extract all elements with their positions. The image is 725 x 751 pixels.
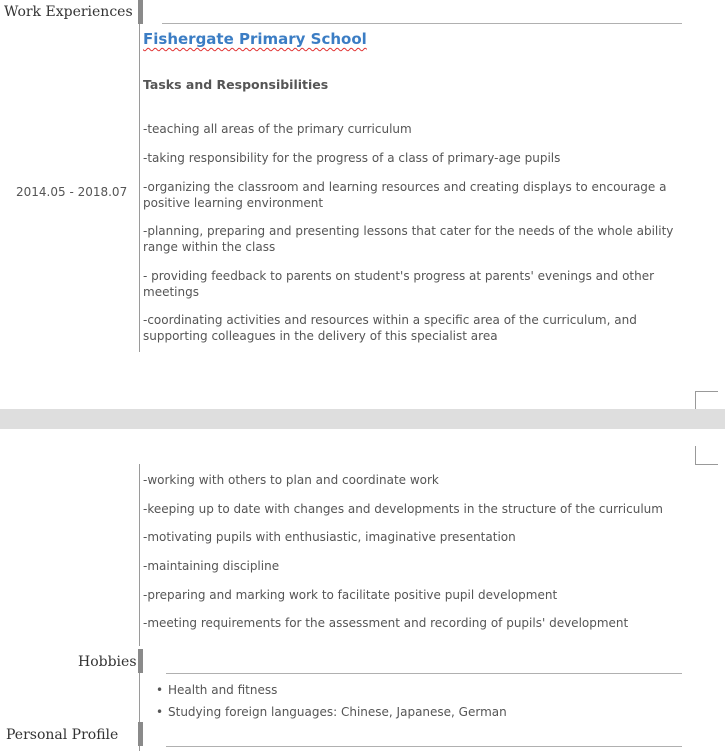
- task-item: -working with others to plan and coordinate work: [143, 473, 439, 487]
- task-item: -preparing and marking work to facilitate positive pupil development: [143, 588, 558, 602]
- section-divider: [166, 673, 682, 674]
- timeline-line: [139, 464, 140, 646]
- section-divider: [166, 746, 682, 747]
- page-corner-mark: [695, 446, 718, 465]
- task-item: -meeting requirements for the assessment and recording of pupils' development: [143, 616, 629, 630]
- timeline-line: [139, 673, 140, 725]
- task-item: -teaching all areas of the primary curriculum: [143, 122, 412, 136]
- timeline-line: [139, 746, 140, 751]
- hobbies-list: [144, 683, 507, 727]
- bullet-icon: •: [156, 683, 164, 697]
- personal-profile-title: Personal Profile: [6, 727, 119, 743]
- page-corner-mark: [695, 391, 718, 410]
- page-break: [0, 409, 725, 429]
- section-marker: [138, 649, 143, 673]
- section-marker: [138, 722, 143, 746]
- tasks-heading: Tasks and Responsibilities: [143, 77, 329, 92]
- list-item: • Studying foreign languages: Chinese, Japanese, German: [156, 705, 507, 719]
- employment-dates: 2014.05 - 2018.07: [16, 185, 128, 199]
- hobbies-title: Hobbies: [78, 654, 137, 670]
- task-item: -planning, preparing and presenting lessons that cater for the needs of the whole ability range within the class: [143, 224, 674, 254]
- work-experiences-title: Work Experiences: [4, 4, 133, 20]
- timeline-line: [139, 24, 140, 352]
- section-marker: [138, 0, 143, 24]
- section-divider: [162, 23, 682, 24]
- task-item: -keeping up to date with changes and developments in the structure of the curriculum: [143, 502, 663, 516]
- task-item: -taking responsibility for the progress of a class of primary-age pupils: [143, 151, 561, 165]
- list-item: • Health and fitness: [156, 683, 278, 697]
- bullet-icon: •: [156, 705, 164, 719]
- task-item: -maintaining discipline: [143, 559, 280, 573]
- task-item: - providing feedback to parents on student's progress at parents' evenings and other meetings: [143, 269, 655, 299]
- task-item: -motivating pupils with enthusiastic, imaginative presentation: [143, 530, 516, 544]
- task-item: -organizing the classroom and learning resources and creating displays to encourage a positive learning environment: [143, 180, 667, 210]
- company-name: Fishergate Primary School: [143, 30, 367, 48]
- task-item: -coordinating activities and resources within a specific area of the curriculum, and supporting colleagues in the delivery of this specialist area: [143, 313, 637, 343]
